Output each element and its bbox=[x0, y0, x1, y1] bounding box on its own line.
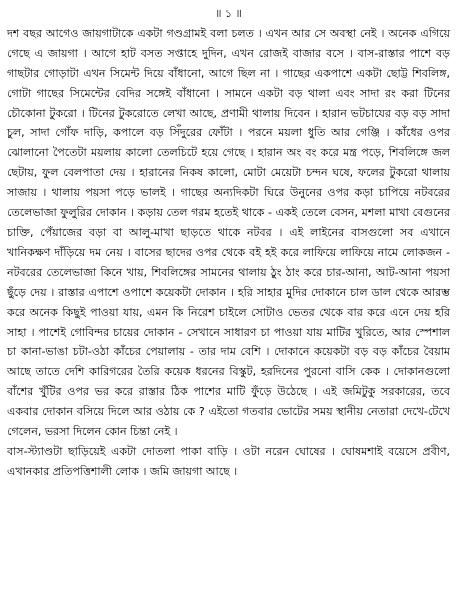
paragraph-1: দশ বছর আগেও জায়গাটাকে একটা গণ্ডগ্রামই বলা চলত । এখন আর সে অবস্থা নেই । অনেক এগিয়ে গেছে এ জায়গা । আগে হাট বসত সপ্তাহে দুদিন, এখন রোজই বাজার বসে । বাস-রাস্তার পাশে বড় গাছটার গোড়াটা এখন সিমেন্ট দিয়ে বাঁধানো, আগে ছিল না । গাছের একপাশে একটা ছোট্ট শিবলিঙ্গ, গোটা গাছের সিমেন্টের বেদির সঙ্গেই বাঁধানো । সামনে একটা বড় থালা এবং সাদা রং করা টিনের চৌকোনা টুকরো । টিনের টুকরোতে লেখা আছে, প্রণামী থালায় দিবেন । হারান ভটচাযের বড় বড় সাদা চুল, সাদা গোঁফ দাড়ি, কপালে বড় সিঁদুরের ফোঁটা । পরনে ময়লা ধুতি আর গেঞ্জি । কাঁধের ওপর ঝোলানো পৈতেটা ময়লায় কালো তেলচিটে হয়ে গেছে । হারান অং বং করে মন্ত্র পড়ে, শিবলিঙ্গে জল ছেটায়, ফুল বেলপাতা দেয় । হারানের নিকষ কালো, মোটা মেয়েটা চন্দন ঘষে, ফলের টুকরো থালায় সাজায় । থালায় পয়সা পড়ে ভালই । গাছের অন্যদিকটা ঘিরে উনুনের ওপর কড়া চাপিয়ে নটবরের তেলেভাজা ফুলুরির দোকান । কড়ায় তেল গরম হতেই থাকে - একই তেলে বেসন, মশলা মাখা বেগুনের চাক্তি, পেঁয়াজের বড়া বা আলু-মাখা ছাড়তে থাকে নটবর । এই লাইনের বাসগুলো সব এখানে খানিকক্ষণ দাঁড়িয়ে দম নেয় । বাসের ছাদের ওপর থেকে বই হই করে লাফিয়ে লাফিয়ে নামে লোকজন - নটবরের তেলেভাজা কিনে খায়, শিবলিঙ্গের সামনের থালায় ঠুং ঠাং করে চার-আনা, আট-আনা পয়সা ছুঁড়ে দেয় । রাস্তার এপাশে ওপাশে কয়েকটা দোকান । হরি সাহার মুদির দোকানে চাল ডাল থেকে আরম্ভ করে অনেক কিছুই পাওয়া যায়, এমন কি নিরেশ চাইলে সোটাও ভেতর থেকে বার করে এনে দেয় হরি সাহা । পাশেই গোবিন্দর চায়ের দোকান - সেখানে সাধারণ চা পাওয়া যায় মাটির খুরিতে, আর স্পেশাল চা কানা-ভাঙা চটা-ওঠা কাঁচের পেয়ালায় - তার দাম বেশি । দোকানে কয়েকটা বড় বড় কাঁচের বৈয়াম আছে তাতে দেশি কারিগরের তৈরি কয়েক ধরনের বিস্কুট, হরদিনের পুরনো বাসি কেক । দোকানগুলো বাঁশের খুঁটির ওপর ভর করে রাস্তার ঠিক পাশের মাটি ফুঁড়ে উঠেছে । এই জমিটুকু সরকারের, তবে একবার দোকান বসিয়ে দিলে আর ওঠায় কে ? এইতো গতবার ভোটের সময় স্থানীয় নেতারা দেখে-টেখে গেলেন, ভরসা দিলেন কোন চিন্তা নেই । bbox=[7, 26, 450, 439]
chapter-heading: ॥ ১ ॥ bbox=[215, 7, 242, 20]
paragraph-2: বাস-স্ট্যাণ্ডটা ছাড়িয়েই একটা দোতলা পাকা বাড়ি । ওটা নরেন ঘোষের । ঘোষমশাই বয়েসে প্রবীণ, এখানকার প্রতিপত্তিশালী লোক । জমি জায়গা আছে । bbox=[7, 444, 450, 478]
